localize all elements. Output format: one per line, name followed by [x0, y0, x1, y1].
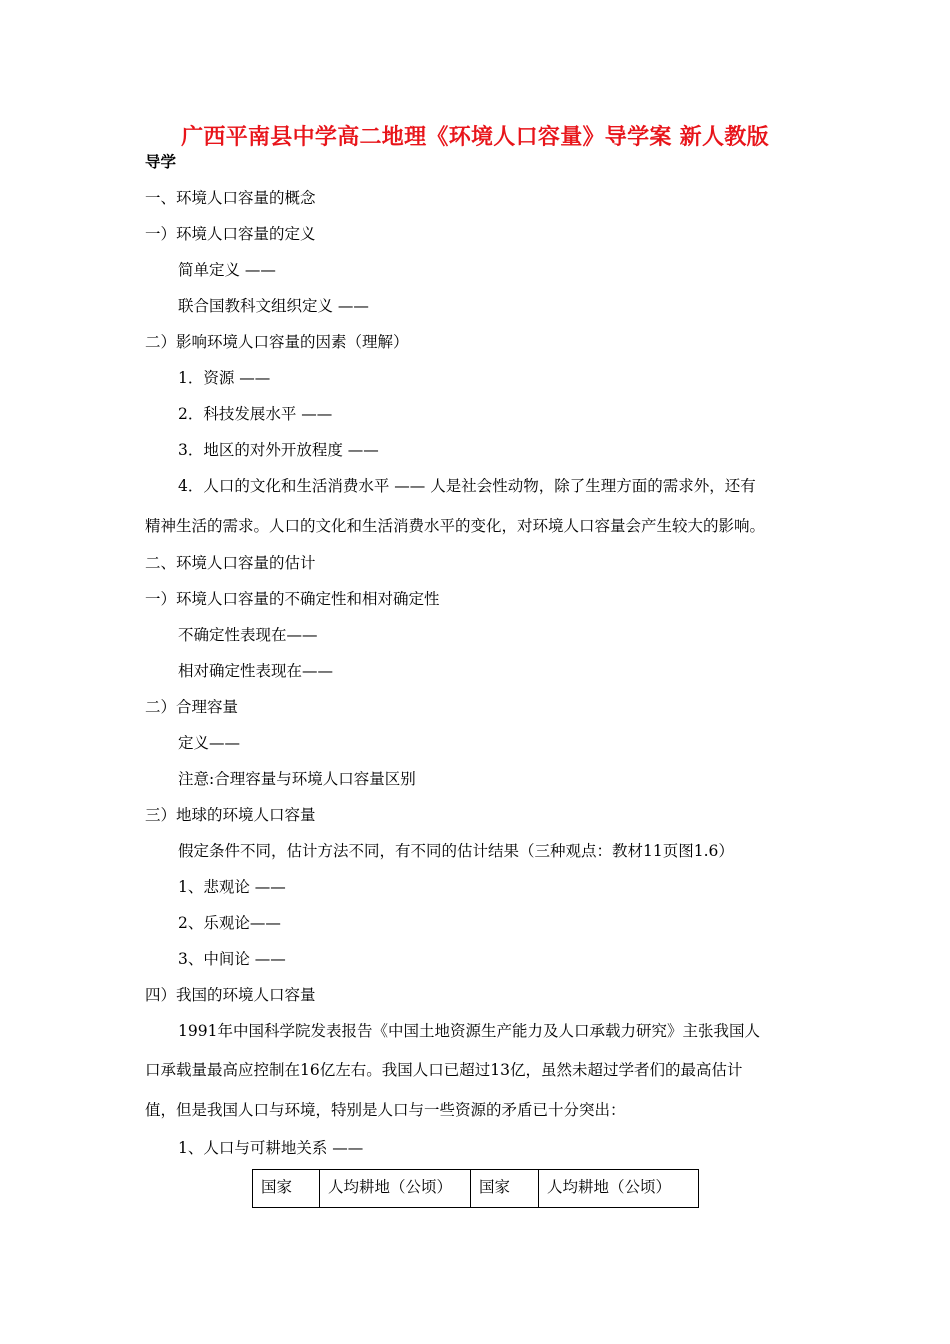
china-paragraph-line-1: 1991年中国科学院发表报告《中国土地资源生产能力及人口承载力研究》主张我国人: [178, 1022, 760, 1040]
subheading-china-capacity: 四）我国的环境人口容量: [145, 986, 316, 1004]
table-header-arable-land-2: 人均耕地（公顷）: [539, 1170, 699, 1208]
section-label-guide: 导学: [145, 152, 177, 171]
reasonable-definition: 定义——: [178, 734, 241, 752]
earth-capacity-text: 假定条件不同，估计方法不同，有不同的估计结果（三种观点：教材11页图1.6）: [178, 842, 734, 860]
reasonable-note: 注意:合理容量与环境人口容量区别: [178, 770, 416, 788]
factor-culture: 4．人口的文化和生活消费水平 —— 人是社会性动物，除了生理方面的需求外，还有: [178, 477, 756, 495]
subheading-factors: 二）影响环境人口容量的因素（理解）: [145, 333, 409, 351]
subheading-reasonable-capacity: 二）合理容量: [145, 698, 239, 716]
table-header-arable-land: 人均耕地（公顷）: [320, 1170, 471, 1208]
table-header-country: 国家: [253, 1170, 320, 1208]
document-title: 广西平南县中学高二地理《环境人口容量》导学案 新人教版: [181, 124, 769, 150]
factor-culture-continued: 精神生活的需求。人口的文化和生活消费水平的变化，对环境人口容量会产生较大的影响。: [145, 517, 766, 535]
simple-definition: 简单定义 ——: [178, 261, 276, 279]
population-arable-land: 1、人口与可耕地关系 ——: [178, 1139, 364, 1157]
view-middle: 3、中间论 ——: [178, 950, 286, 968]
factor-technology: 2．科技发展水平 ——: [178, 405, 333, 423]
factor-resources: 1．资源 ——: [178, 369, 271, 387]
uncertainty-item: 不确定性表现在——: [178, 626, 318, 644]
relative-certainty-item: 相对确定性表现在——: [178, 662, 334, 680]
subheading-earth-capacity: 三）地球的环境人口容量: [145, 806, 316, 824]
subheading-uncertainty: 一）环境人口容量的不确定性和相对确定性: [145, 590, 440, 608]
view-pessimistic: 1、悲观论 ——: [178, 878, 286, 896]
unesco-definition: 联合国教科文组织定义 ——: [178, 297, 369, 315]
subheading-definition: 一）环境人口容量的定义: [145, 225, 316, 243]
arable-land-table: [252, 1169, 699, 1208]
factor-openness: 3．地区的对外开放程度 ——: [178, 441, 379, 459]
china-paragraph-line-2: 口承载量最高应控制在16亿左右。我国人口已超过13亿，虽然未超过学者们的最高估计: [145, 1061, 743, 1079]
table-row: [253, 1170, 699, 1208]
china-paragraph-line-3: 值，但是我国人口与环境，特别是人口与一些资源的矛盾已十分突出：: [145, 1101, 626, 1119]
table-header-country-2: 国家: [471, 1170, 539, 1208]
heading-concept: 一、环境人口容量的概念: [145, 189, 316, 207]
view-optimistic: 2、乐观论——: [178, 914, 281, 932]
heading-estimation: 二、环境人口容量的估计: [145, 554, 316, 572]
